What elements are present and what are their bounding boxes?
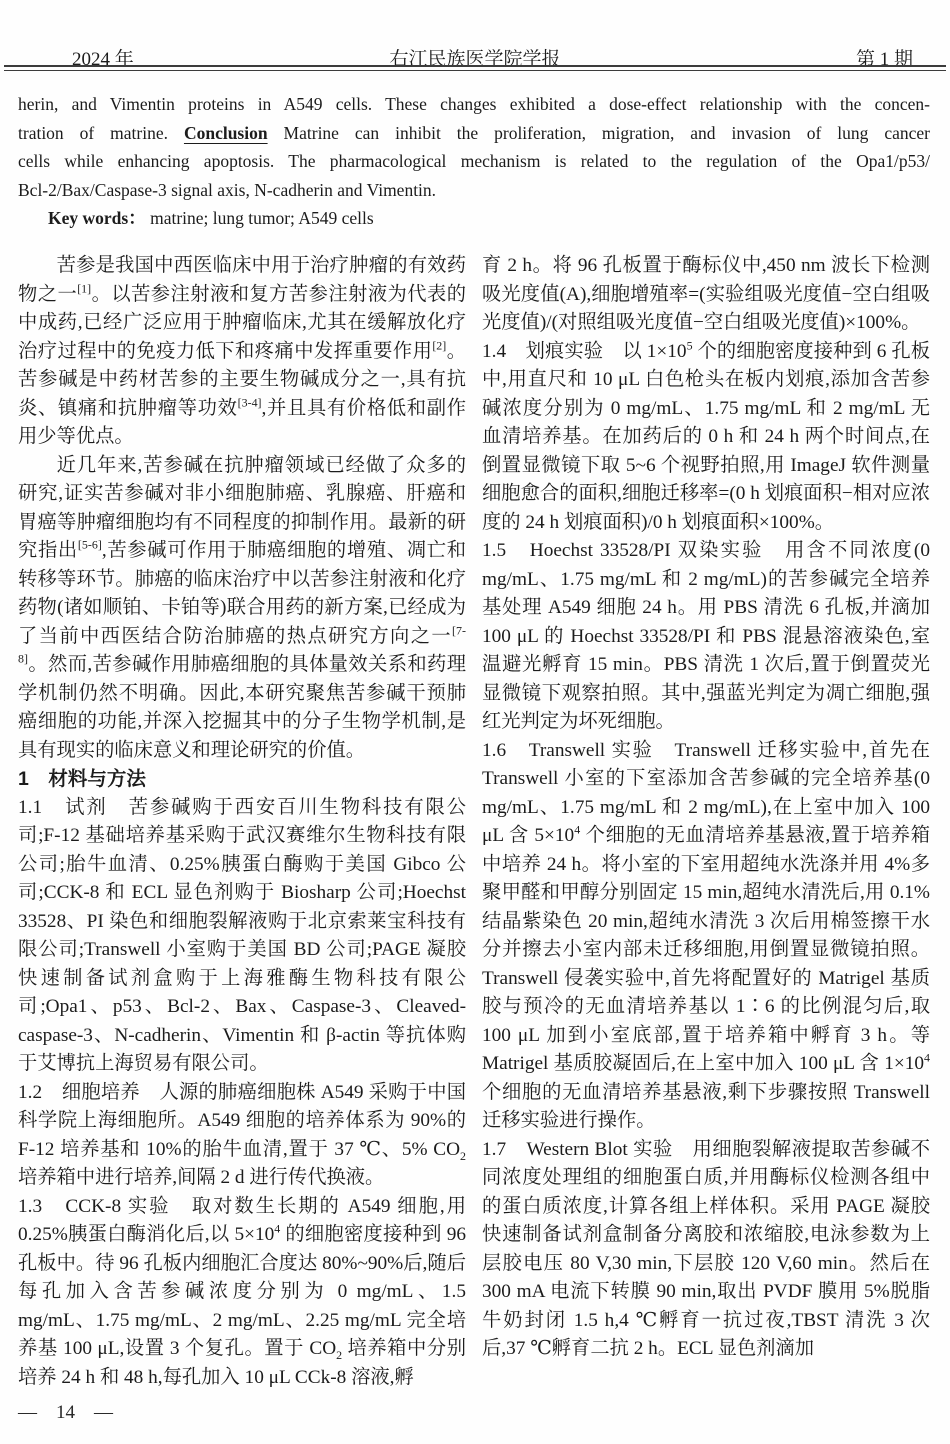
keywords-line: Key words： matrine; lung tumor; A549 cells bbox=[48, 208, 374, 228]
body-columns bbox=[18, 252, 930, 1404]
page-footer bbox=[18, 1400, 113, 1426]
paragraph-1-6-transwell: 1.6 Transwell 实验 Transwell 迁移实验中,首先在 Transwell 小室的下室添加含苦参碱的完全培养基(0 mg/mL、1.75 mg/mL 和 2 mg/mL),在上室中加入 100 μL 含 $5\times 10^4$ 个细胞的无血清培养基悬液,置于培养箱中培养 24 h。将小室的下室用超纯水洗涤并用 4%多聚甲醛和甲醇分别固定 15 min,超纯水清洗后,用 0.1%结晶紫染色 20 min,超纯水清洗 3 次后用棉签擦干水分并擦去小室内部未迁移细胞,用倒置显微镜拍照。Transwell 侵袭实验中,首先将配置好的 Matrigel 基质胶与预冷的无血清培养基以 1∶6 的比例混匀后,取 100 μL 加到小室底部,置于培养箱中孵育 3 h。等 Matrigel 基质胶凝固后,在上室中加入 100 μL 含 $1\times 10^4$ 个细胞的无血清培养基悬液,剩下步骤按照 Transwell 迁移实验进行操作。 bbox=[482, 739, 930, 1131]
paragraph-1-3-cck8-part2: 育 2 h。将 96 孔板置于酶标仪中,450 nm 波长下检测吸光度值(A),细胞增殖率=(实验组吸光度值−空白组吸光度值)/(对照组吸光度值−空白组吸光度值)×100%。 bbox=[482, 255, 930, 333]
paragraph-1-4-scratch: 1.4 划痕实验 以 $1\times 10^5$ 个的细胞密度接种到 6 孔板中,用直尺和 10 μL 白色枪头在板内划痕,添加含苦参碱浓度分别为 0 mg/mL、1.75 mg/mL 和 2 mg/mL 无血清培养基。在加药后的 0 h 和 24 h 两个时间点,在倒置显微镜下取 5~6 个视野拍照,用 ImageJ 软件测量细胞愈合的面积,细胞迁移率=(0 h 划痕面积−相对应浓度的 24 h 划痕面积)/0 h 划痕面积×100%。 bbox=[482, 338, 930, 533]
section-1-heading: 1 材料与方法 bbox=[18, 768, 146, 790]
abstract-line: Bcl-2/Bax/Caspase-3 signal axis, N-cadherin and Vimentin. bbox=[18, 179, 437, 200]
header-journal-title: 右江民族医学院学报 bbox=[389, 49, 561, 70]
paragraph-1-7-western-blot: 1.7 Western Blot 实验 用细胞裂解液提取苦参碱不同浓度处理组的细胞蛋白质,并用酶标仪检测各组中的蛋白质浓度,计算各组上样体积。采用 PAGE 凝胶快速制备试剂盒制备分离胶和浓缩胶,电泳参数为上层胶电压 80 V,30 min,下层胶 120 V,60 min。然后在 300 mA 电流下转膜 90 min,取出 PVDF 膜用 5%脱脂牛奶封闭 1.5 h,4 ℃孵育一抗过夜,TBST 清洗 3 次后,37 ℃孵育二抗 2 h。ECL 显色剂滴加 bbox=[482, 1138, 930, 1359]
header-double-rule bbox=[4, 65, 946, 71]
right-column bbox=[482, 252, 930, 1404]
page-number: — 14 — bbox=[18, 1402, 114, 1423]
left-column bbox=[18, 252, 466, 1404]
abstract-section bbox=[18, 90, 930, 233]
paragraph-1-2-cell-culture: 1.2 细胞培养 人源的肺癌细胞株 A549 采购于中国科学院上海细胞所。A549 细胞的培养体系为 90%的 F-12 培养基和 10%的胎牛血清,置于 37 ℃、5% $CO_2$ 培养箱中进行培养,间隔 2 d 进行传代换液。 bbox=[18, 1081, 466, 1188]
paragraph-intro-2: 近几年来,苦参碱在抗肿瘤领域已经做了众多的研究,证实苦参碱对非小细胞肺癌、乳腺癌、肝癌和胃癌等肿瘤细胞均有不同程度的抑制作用。最新的研究指出[5-6],苦参碱可作用于肺癌细胞的增殖、凋亡和转移等环节。肺癌的临床治疗中以苦参注射液和化疗药物(诸如顺铂、卡铂等)联合用药的新方案,已经成为了当前中西医结合防治肺癌的热点研究方向之一[7-8]。然而,苦参碱作用肺癌细胞的具体量效关系和药理学机制仍然不明确。因此,本研究聚焦苦参碱干预肺癌细胞的功能,并深入挖掘其中的分子生物学机制,是具有现实的临床意义和理论研究的价值。 bbox=[18, 454, 467, 761]
header-issue: 第 1 期 bbox=[855, 49, 913, 70]
paragraph-1-3-cck8-part1: 1.3 CCK-8 实验 取对数生长期的 A549 细胞,用 0.25%胰蛋白酶消化后,以 $5\times 10^4$ 的细胞密度接种到 96 孔板中。待 96 孔板内细胞汇合度达 80%~90%后,随后每孔加入含苦参碱浓度分别为 0 mg/mL、1.5 mg/mL、1.75 mg/mL、2 mg/mL、2.25 mg/mL 完全培养基 100 μL,设置 3 个复孔。置于 $CO_2$ 培养箱中分别培养 24 h 和 48 h,每孔加入 10 μL CCk-8 溶液,孵 bbox=[18, 1195, 466, 1388]
paragraph-1-1-reagents: 1.1 试剂 苦参碱购于西安百川生物科技有限公司;F-12 基础培养基采购于武汉赛维尔生物科技有限公司;胎牛血清、0.25%胰蛋白酶购于美国 Gibco 公司;CCK-8 和 ECL 显色剂购于 Biosharp 公司;Hoechst 33528、PI 染色和细胞裂解液购于北京索莱宝科技有限公司;Transwell 小室购于美国 BD 公司;PAGE 凝胶快速制备试剂盒购于上海雅酶生物科技有限公司;Opa1、p53、Bcl-2、Bax、Caspase-3、Cleaved-caspase-3、N-cadherin、Vimentin 和 β-actin 等抗体购于艾博抗上海贸易有限公司。 bbox=[18, 796, 466, 1074]
abstract-line: cells while enhancing apoptosis. The pharmacological mechanism is related to the regulation of the Opa1/p53/ bbox=[18, 151, 930, 171]
abstract-line: herin, and Vimentin proteins in A549 cells. These changes exhibited a dose-effect relationship with the concen- bbox=[18, 94, 930, 114]
paragraph-1-5-hoechst-pi: 1.5 Hoechst 33528/PI 双染实验 用含不同浓度(0 mg/mL、1.75 mg/mL 和 2 mg/mL)的苦参碱完全培养基处理 A549 细胞 24 h。用 PBS 清洗 6 孔板,并滴加 100 μL 的 Hoechst 33528/PI 和 PBS 混悬溶液染色,室温避光孵育 15 min。PBS 清洗 1 次后,置于倒置荧光显微镜下观察拍照。其中,强蓝光判定为凋亡细胞,强红光判定为坏死细胞。 bbox=[482, 540, 930, 732]
abstract-line: tration of matrine. Conclusion Matrine can inhibit the proliferation, migration, and invasion of lung cancer bbox=[18, 122, 930, 143]
paragraph-intro-1: 苦参是我国中西医临床中用于治疗肿瘤的有效药物之一[1]。以苦参注射液和复方苦参注射液为代表的中成药,已经广泛应用于肿瘤临床,尤其在缓解放化疗治疗过程中的免疫力低下和疼痛中发挥重要作用[2]。苦参碱是中药材苦参的主要生物碱成分之一,具有抗炎、镇痛和抗肿瘤等功效[3-4],并且具有价格低和副作用少等优点。 bbox=[18, 255, 467, 447]
header-year: 2024 年 bbox=[72, 49, 134, 70]
